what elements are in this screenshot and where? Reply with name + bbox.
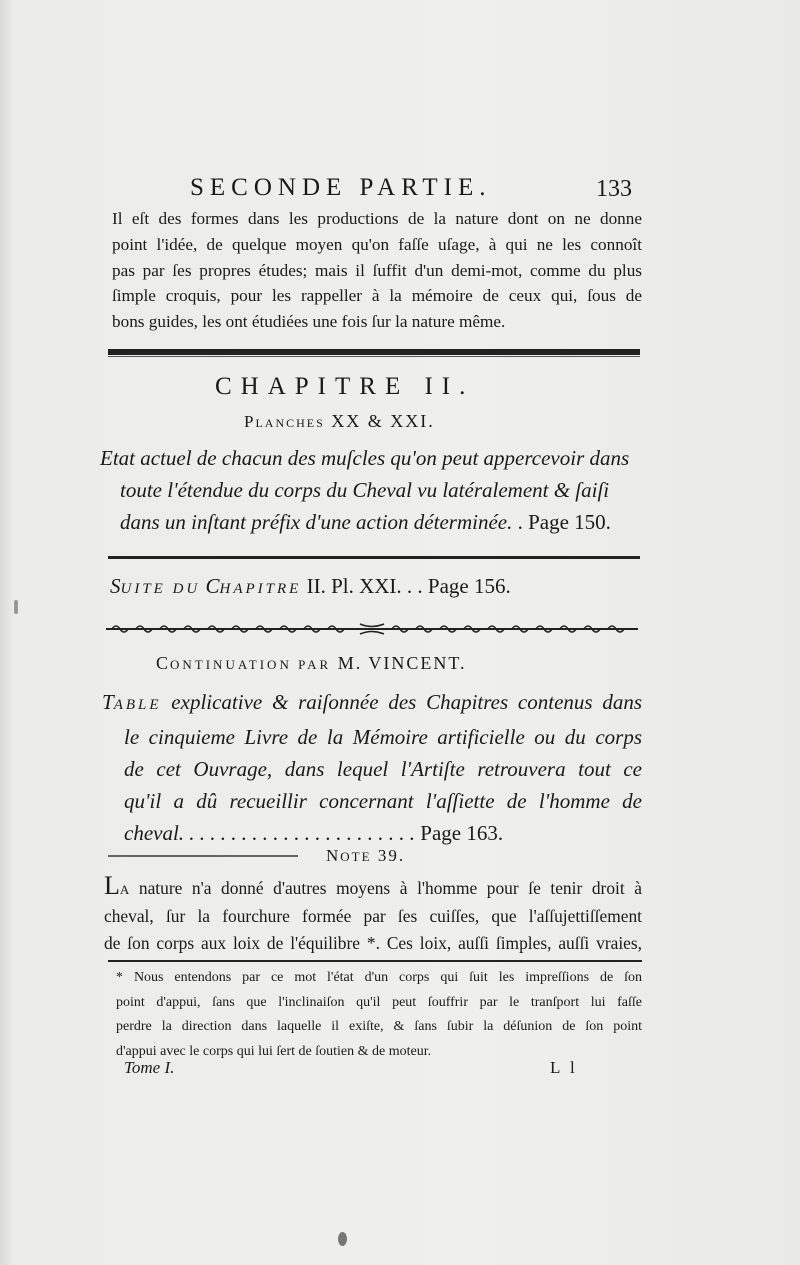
plates-prefix: Planches (244, 412, 325, 431)
footnote-line: d'appui avec le corps qui lui ſert de ſoutien & de moteur. (116, 1043, 432, 1059)
continuation-heading (156, 653, 467, 674)
section-divider-thick (108, 349, 640, 355)
table-smallcaps: ABLE (113, 697, 162, 713)
paper-speck (14, 600, 18, 614)
footnote-line: point d'appui, ſans que l'inclinaiſon qu'il peut ſouffrir par le tranſport lui faſſe (116, 994, 642, 1010)
note-label (326, 846, 405, 866)
description-line-last (100, 506, 629, 538)
table-line: le cinquieme Livre de la Mémoire artificielle ou du corps (124, 725, 642, 749)
table-line: de cet Ouvrage, dans lequel l'Artiſte retrouvera tout ce (124, 757, 642, 781)
intro-line: Il eſt des formes dans les productions de la nature dont on ne donne (112, 209, 642, 228)
note-line-first (104, 872, 642, 903)
intro-line: ſimple croquis, pour les rappeller à la mémoire de ceux qui, ſous de (112, 286, 642, 306)
suite-rest: II. Pl. XXI. . . Page 156. (306, 574, 511, 598)
description-page-ref: . Page 150. (517, 510, 611, 534)
footnote-line: * Nous entendons par ce mot l'état d'un corps qui ſuit les impreſſions de ſon (116, 970, 642, 985)
table-line-text: explicative & raiſonnée des Chapitres contenus dans (171, 690, 642, 714)
ornament-divider (102, 622, 642, 636)
description-line-text: dans un inſtant préfix d'une action déterminée. (120, 510, 513, 534)
note-text (104, 872, 642, 957)
chapter-description (100, 442, 629, 538)
suite-line (110, 574, 511, 599)
section-divider (108, 556, 640, 559)
table-line: qu'il a dû recueillir concernant l'aſſiette de l'homme de (124, 789, 642, 813)
suite-initial: S (110, 574, 121, 598)
page-number: 133 (596, 176, 632, 202)
footnote-rule (108, 960, 642, 962)
note-initial: N (326, 846, 341, 865)
table-last-text: cheval. . . . . . . . . . . . . . . . . . . . . . . (124, 821, 416, 845)
table-description (102, 686, 642, 849)
footnote-line: perdre la direction dans laquelle il exiſte, & ſans ſubir la déſunion de ſon point (116, 1019, 642, 1034)
signature-mark: L l (550, 1058, 578, 1077)
table-page-ref: Page 163. (420, 821, 504, 845)
table-line-first (102, 686, 642, 721)
table-line-last (102, 817, 642, 849)
note-line: cheval, ſur la fourchure formée par ſes cuiſſes, que l'aſſujettiſſement (104, 906, 642, 926)
chapitre-smallcaps: HAPITRE (219, 581, 302, 597)
chapitre-initial: C (205, 574, 220, 598)
continuation-smallcaps: ONTINUATION PAR (170, 657, 332, 672)
intro-paragraph (112, 206, 642, 335)
note-smallcaps: OTE (340, 849, 372, 864)
paper-speck (338, 1232, 347, 1246)
continuation-initial: C (156, 653, 171, 673)
plates-numbers: XX & XXI. (331, 411, 435, 431)
suite-smallcaps: UITE DU (120, 581, 201, 597)
table-initial: T (102, 690, 114, 714)
continuation-author: M. VINCENT. (337, 653, 467, 673)
note-dropcap-small: A (119, 882, 130, 897)
footnote (116, 966, 642, 1064)
volume-label: Tome I. (124, 1058, 175, 1077)
description-line: toute l'étendue du corps du Cheval vu latéralement & ſaiſi (120, 478, 610, 502)
description-line: Etat actuel de chacun des muſcles qu'on peut appercevoir dans (100, 446, 630, 470)
note-dropcap: L (104, 871, 120, 900)
note-number: 39. (377, 846, 406, 865)
note-line-text: nature n'a donné d'autres moyens à l'homme pour ſe tenir droit à (138, 878, 642, 898)
intro-line: pas par ſes propres études; mais il ſuffit d'un demi-mot, comme du plus (112, 260, 642, 280)
intro-line: point l'idée, de quelque moyen qu'on faſſe uſage, à qui ne les connoît (112, 234, 642, 254)
plates-reference (244, 411, 435, 432)
note-line: de ſon corps aux loix de l'équilibre *. Ces loix, auſſi ſimples, auſſi vraies, (104, 933, 642, 953)
note-rule (108, 855, 298, 857)
running-title: SECONDE PARTIE. (190, 174, 492, 201)
chapter-heading: CHAPITRE II. (215, 373, 475, 400)
intro-line: bons guides, les ont étudiées une fois ſur la nature même. (112, 312, 506, 332)
